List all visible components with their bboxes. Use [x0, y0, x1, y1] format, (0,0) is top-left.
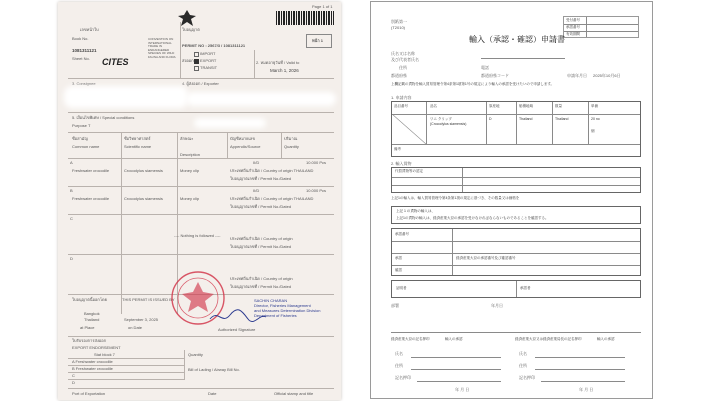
approval-no: 承認番号 [566, 25, 580, 29]
sig-block-4: 輸入の承認 [597, 337, 615, 341]
redacted-exporter [186, 92, 336, 106]
dept-label: 部署 [391, 303, 399, 308]
row-b-common: Freshwater crocodile [72, 196, 110, 201]
sig-block-3: 経済産業大臣又は経済産業局長の記名押印 [515, 337, 582, 341]
phone-label: 電話 [481, 65, 489, 70]
remarks: 備考 [394, 147, 401, 151]
app-date-label: 申請年月日 [567, 73, 587, 78]
approval-num: 承認番号 [395, 232, 409, 236]
col-common-name: Common name [72, 144, 100, 149]
row-c-letter: C [70, 216, 73, 221]
col-appendix-th: บัญชีหมายเลข [230, 136, 256, 141]
name-label-1: 氏名 [395, 351, 403, 356]
export-endorsement: EXPORT ENDORSEMENT [72, 345, 121, 350]
sheet-no-th: เลขหน้าใบ [80, 27, 99, 32]
nothing-follows: ---- Nothing is followed ---- [174, 233, 221, 238]
issued-by-th: ใบอนุญาตนี้ออกโดย [72, 297, 107, 302]
stamp-label-1: 記名押印 [395, 375, 411, 380]
grid-confirm: 確認 [395, 268, 402, 272]
quantity-label: Quantity [188, 352, 203, 357]
name-label-2: 氏名 [519, 351, 527, 356]
cites-logo: CITES [102, 57, 129, 67]
officer-block: SACHIN CHARAN Director, Fisheries Management and Measures Determination Division Department of Fisheries [254, 298, 321, 318]
permit-label: ใบอนุญาต [182, 27, 200, 32]
col-ship: 船積地域 [519, 104, 533, 108]
item-ship: Thailand [555, 117, 569, 121]
consignee-label: 3. Consignee [72, 81, 96, 86]
form-title: 輸入（承認・確認）申請書 [469, 35, 565, 44]
item-name: ワニ クリップ [430, 117, 452, 121]
row-b-permit: ใบอนุญาตเลขที่ / Permit No./Dated [230, 204, 292, 209]
bill-of-lading: Bill of Lading / Airway Bill No. [188, 367, 240, 372]
col-origin: 原産地 [489, 104, 500, 108]
cell-year: 年月日 [491, 303, 503, 308]
application-table [391, 101, 641, 157]
transit-label: TRANSIT [200, 65, 218, 70]
col-unit-price: 単価 [591, 104, 598, 108]
addr-label-1: 住所 [395, 363, 403, 368]
col-name: 品名 [430, 104, 437, 108]
receipt-no: 受付番号 [566, 18, 580, 22]
endorse-row-d: D [72, 380, 75, 385]
book-no-label: Book No. [72, 36, 89, 41]
note-2: 上記1の貨物の輸入は、経済産業大臣の承認を受けなければならないものであることを確認する。 [396, 216, 549, 220]
import-label: IMPORT [200, 51, 216, 56]
transit-checkbox [194, 66, 199, 71]
export-th: ส่งออก [182, 58, 194, 63]
barcode-icon [276, 11, 334, 25]
row-a-origin: ประเทศถิ่นกำเนิด / Country of origin THAILAND [230, 168, 314, 173]
item-sci: (Crocodylus siamensis) [430, 122, 467, 126]
row-a-common: Freshwater crocodile [72, 168, 110, 173]
sig-block-2: 輸入の承認 [445, 337, 463, 341]
col-item: 品目番号 [394, 104, 408, 108]
valid-until: 有効期間 [566, 32, 580, 36]
approval-grid [391, 228, 641, 276]
jp-import-application [370, 1, 653, 399]
official-stamp: Official stamp and title [274, 391, 314, 396]
valid-until-label: 2. หมดอายุวันที่ / Valid to [256, 60, 300, 65]
certifier-box [391, 280, 641, 298]
col-quantity: Quantity [284, 144, 299, 149]
col-scientific-name: Scientific name [124, 144, 152, 149]
item-note: 個 [591, 129, 595, 133]
document-number: 1081311121 [72, 48, 97, 53]
row-b-desc: Money clip [180, 196, 200, 201]
cites-permit-document [58, 2, 341, 400]
port-export: Port of Exportation [72, 391, 106, 396]
row-a-permit: ใบอนุญาตเลขที่ / Permit No./Dated [230, 176, 292, 181]
item-origin: Thailand [519, 117, 533, 121]
page-label: Page 1 of 1 [312, 4, 333, 9]
applicant-name: 氏名又は名称 [391, 51, 415, 56]
row-a-qty: 10.000 Pcs [306, 160, 327, 165]
grid-approve: 承認 [395, 256, 402, 260]
item-code: D [489, 117, 492, 121]
app-date: 2025年10月6日 [593, 73, 621, 78]
place-bangkok: Bangkok [84, 311, 100, 316]
col-common-th: ชื่อสามัญ [72, 136, 88, 141]
applicant-rep: 及び代表者氏名 [391, 57, 419, 62]
valid-date: March 1, 2026 [270, 68, 299, 73]
endorse-row-b: B Freshwater crocodile [72, 366, 113, 371]
sig-block-1: 経済産業大臣の記名押印 [391, 337, 430, 341]
row-b-letter: B [70, 188, 73, 193]
row-c-permit: ใบอนุญาตเลขที่ / Permit No./Dated [230, 244, 292, 249]
row-d-permit: ใบอนุญาตเลขที่ / Permit No./Dated [230, 284, 292, 289]
form-no: 別紙第一 [391, 19, 407, 24]
address-label: 住所 [399, 65, 407, 70]
sub-label: 代替貨物等の認定 [395, 169, 423, 173]
sheet-no-label: Sheet No. [72, 56, 90, 61]
convention-text: CONVENTION ON INTERNATIONAL TRADE IN ENDANGERED SPECIES OF WILD FAUNA AND FLORA [148, 37, 176, 59]
signature-label: Authorized Signature [218, 327, 256, 332]
place-thailand: Thailand [84, 317, 100, 322]
col-description: Description [180, 152, 201, 157]
special-conditions-label: 5. เงื่อนไขพิเศษ / Special conditions [72, 115, 135, 120]
section2-box [391, 167, 641, 193]
approval-box [391, 206, 641, 224]
import-checkbox [194, 52, 199, 57]
stat-block: Stat block 7 [94, 352, 115, 357]
section-2: 2. 輸入貨物 [391, 161, 412, 166]
sheet-box: หน้า 1 [306, 34, 332, 48]
date-ymd-1: 年 月 日 [455, 387, 470, 392]
col-appendix: Appendix/Source [230, 144, 261, 149]
form-no-code: (T2010) [391, 25, 406, 30]
row-a-sci: Crocodylus siamensis [124, 168, 163, 173]
permit-number: PERMIT NO : 2567/3 / 1081311121 [182, 43, 246, 48]
office-use-box [563, 16, 639, 38]
addr-label-2: 住所 [519, 363, 527, 368]
stamp-label-2: 記名押印 [519, 375, 535, 380]
row-a-desc: Money clip [180, 168, 200, 173]
export-checkbox-checked [194, 59, 199, 64]
row-b-origin: ประเทศถิ่นกำเนิด / Country of origin THAILAND [230, 196, 314, 201]
endorse-th: ใบรับรองการส่งออก [72, 338, 107, 343]
prefecture-label: 都道府県 [391, 73, 407, 78]
row-b-qty: 10.000 Pcs [306, 188, 327, 193]
redacted-consignee [64, 86, 188, 108]
checkbox-text: 上記 1 の貨物の輸入は、 [396, 209, 435, 213]
endorse-row-c: C [72, 373, 75, 378]
col-desc-th: ลักษณะ [180, 136, 194, 141]
row-c-origin: ประเทศถิ่นกำเนิด / Country of origin [230, 236, 293, 241]
col-sci-th: ชื่อวิทยาศาสตร์ [124, 136, 151, 141]
certifier: 証明者 [396, 286, 407, 290]
col-qty: 数量 [555, 104, 562, 108]
export-label: EXPORT [200, 58, 217, 63]
row-d-letter: D [70, 256, 73, 261]
issued-by: THIS PERMIT IS ISSUED BY [122, 297, 175, 302]
confirm-line: 経済産業大臣の承認番号及び確認番号 [456, 256, 516, 260]
pref-code: 都道府県コード [481, 73, 509, 78]
preamble: 上欄記載の貨物を輸入貿易管理令第4条第1項第1号の規定により輸入の承認を受けたいので申請します。 [391, 82, 555, 86]
row-a-letter: A [70, 160, 73, 165]
purpose-label: Purpose T [72, 123, 91, 128]
row-a-appendix: II/D [253, 160, 260, 165]
on-date-label: on Date [128, 325, 143, 330]
item-qty: 20 no [591, 117, 600, 121]
date-ymd-2: 年 月 日 [579, 387, 594, 392]
date-label: Date [208, 391, 217, 396]
redacted-purpose [194, 118, 266, 128]
at-place-label: at Place [80, 325, 95, 330]
issue-date: September 3, 2025 [124, 317, 159, 322]
note-1: 上記1の輸入は、輸入貿易管理令第4条第1項の規定に基づき、その数量又は価格を [391, 196, 520, 200]
exporter-label: 4. ผู้ส่งออก / Exporter [182, 81, 219, 86]
approver: 承認者 [520, 286, 531, 290]
col-qty-th: ปริมาณ [284, 136, 298, 141]
endorse-row-a: A Freshwater crocodile [72, 359, 113, 364]
section-1: 1. 申請内容 [391, 95, 412, 100]
row-b-appendix: II/D [253, 188, 260, 193]
row-d-origin: ประเทศถิ่นกำเนิด / Country of origin [230, 276, 293, 281]
row-b-sci: Crocodylus siamensis [124, 196, 163, 201]
